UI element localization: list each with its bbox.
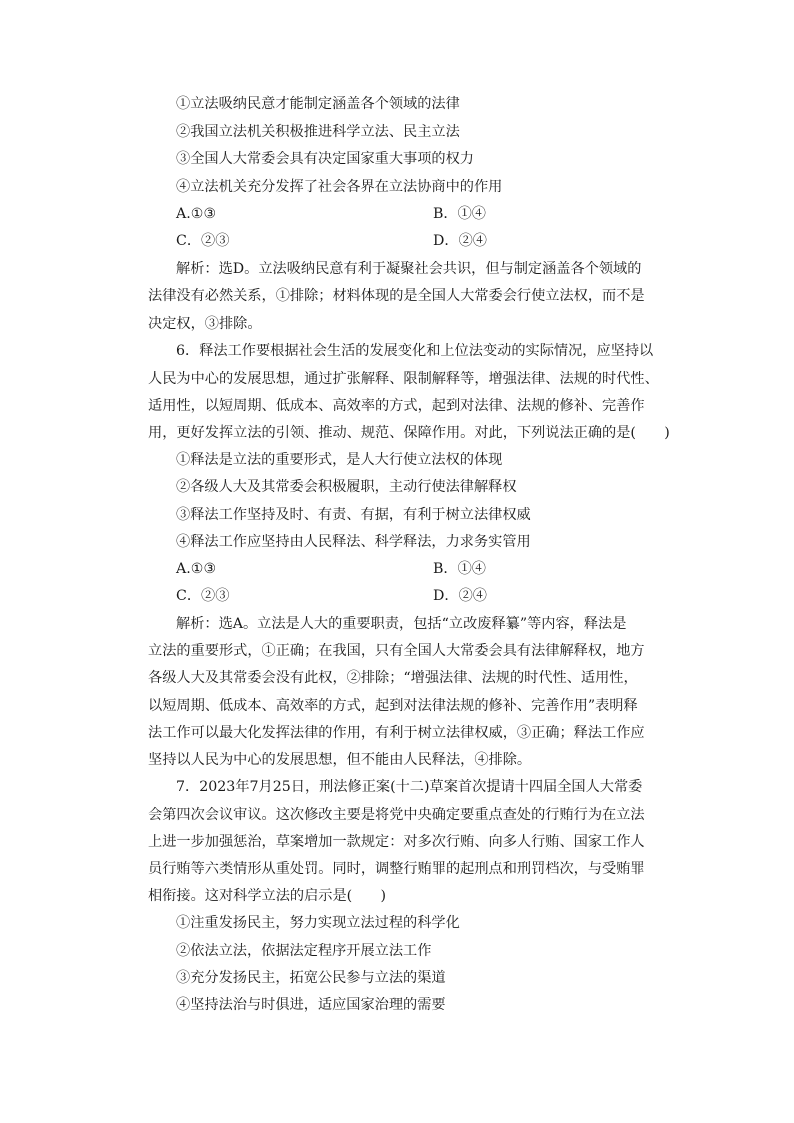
q6-option-d: D．②④ (433, 588, 487, 604)
q6-stem-line-1: 6．释法工作要根据社会生活的发展变化和上位法变动的实际情况，应坚持以 (176, 343, 654, 359)
q6-statement-1: ①释法是立法的重要形式，是人大行使立法权的体现 (176, 452, 503, 468)
q6-statement-4: ④释法工作应坚持由人民释法、科学释法，力求务实管用 (176, 534, 531, 550)
q6-analysis-line-6: 坚持以人民为中心的发展思想，但不能由人民释法，④排除。 (148, 752, 532, 768)
q6-analysis-line-1: 解析：选A。立法是人大的重要职责，包括“立改废释纂”等内容，释法是 (176, 616, 627, 632)
q6-stem-line-4: 用，更好发挥立法的引领、推动、规范、保障作用。对此，下列说法正确的是( ) (148, 425, 670, 441)
q6-analysis-line-3: 各级人大及其常委会没有此权，②排除；“增强法律、法规的时代性、适用性， (148, 670, 638, 686)
q6-analysis-line-4: 以短周期、低成本、高效率的方式，起到对法律法规的修补、完善作用”表明释 (148, 698, 638, 714)
q5-analysis-line-3: 决定权，③排除。 (148, 316, 262, 332)
q6-statement-2: ②各级人大及其常委会积极履职，主动行使法律解释权 (176, 479, 517, 495)
q7-statement-3: ③充分发扬民主，拓宽公民参与立法的渠道 (176, 970, 446, 986)
q7-statement-4: ④坚持法治与时俱进，适应国家治理的需要 (176, 997, 446, 1013)
q7-stem-line-5: 相衔接。这对科学立法的启示是( ) (148, 888, 387, 904)
q7-statement-1: ①注重发扬民主，努力实现立法过程的科学化 (176, 915, 460, 931)
q6-statement-3: ③释法工作坚持及时、有责、有据，有利于树立法律权威 (176, 507, 531, 523)
q6-stem-line-3: 适用性，以短周期、低成本、高效率的方式，起到对法律、法规的修补、完善作 (148, 398, 645, 414)
q6-stem-line-2: 人民为中心的发展思想，通过扩张解释、限制解释等，增强法律、法规的时代性、 (148, 371, 659, 387)
q6-option-c: C．②③ (176, 588, 230, 604)
q7-stem-line-2: 会第四次会议审议。这次修改主要是将党中央确定要重点查处的行贿行为在立法 (148, 807, 645, 823)
q5-option-b: B．①④ (433, 206, 486, 222)
q6-analysis-line-2: 立法的重要形式，①正确；在我国，只有全国人大常委会具有法律解释权，地方 (148, 643, 645, 659)
q7-statement-2: ②依法立法，依据法定程序开展立法工作 (176, 943, 432, 959)
q7-stem-line-4: 员行贿等六类情形从重处罚。同时，调整行贿罪的起刑点和刑罚档次，与受贿罪 (148, 861, 645, 877)
q5-option-c: C．②③ (176, 233, 230, 249)
q6-option-a: A.①③ (176, 561, 217, 577)
q5-statement-4: ④立法机关充分发挥了社会各界在立法协商中的作用 (176, 179, 503, 195)
q5-option-d: D．②④ (433, 233, 487, 249)
q6-option-b: B．①④ (433, 561, 486, 577)
q5-statement-2: ②我国立法机关积极推进科学立法、民主立法 (176, 124, 460, 140)
q5-statement-3: ③全国人大常委会具有决定国家重大事项的权力 (176, 151, 474, 167)
q7-stem-line-1: 7．2023年7月25日，刑法修正案(十二)草案首次提请十四届全国人大常委 (176, 779, 643, 795)
q6-analysis-line-5: 法工作可以最大化发挥法律的作用，有利于树立法律权威，③正确；释法工作应 (148, 725, 645, 741)
q5-statement-1: ①立法吸纳民意才能制定涵盖各个领域的法律 (176, 96, 460, 112)
q7-stem-line-3: 上进一步加强惩治，草案增加一款规定：对多次行贿、向多人行贿、国家工作人 (148, 834, 645, 850)
q5-option-a: A.①③ (176, 206, 217, 222)
q5-analysis-line-1: 解析：选D。立法吸纳民意有利于凝聚社会共识，但与制定涵盖各个领域的 (176, 261, 642, 277)
q5-analysis-line-2: 法律没有必然关系，①排除；材料体现的是全国人大常委会行使立法权，而不是 (148, 288, 645, 304)
